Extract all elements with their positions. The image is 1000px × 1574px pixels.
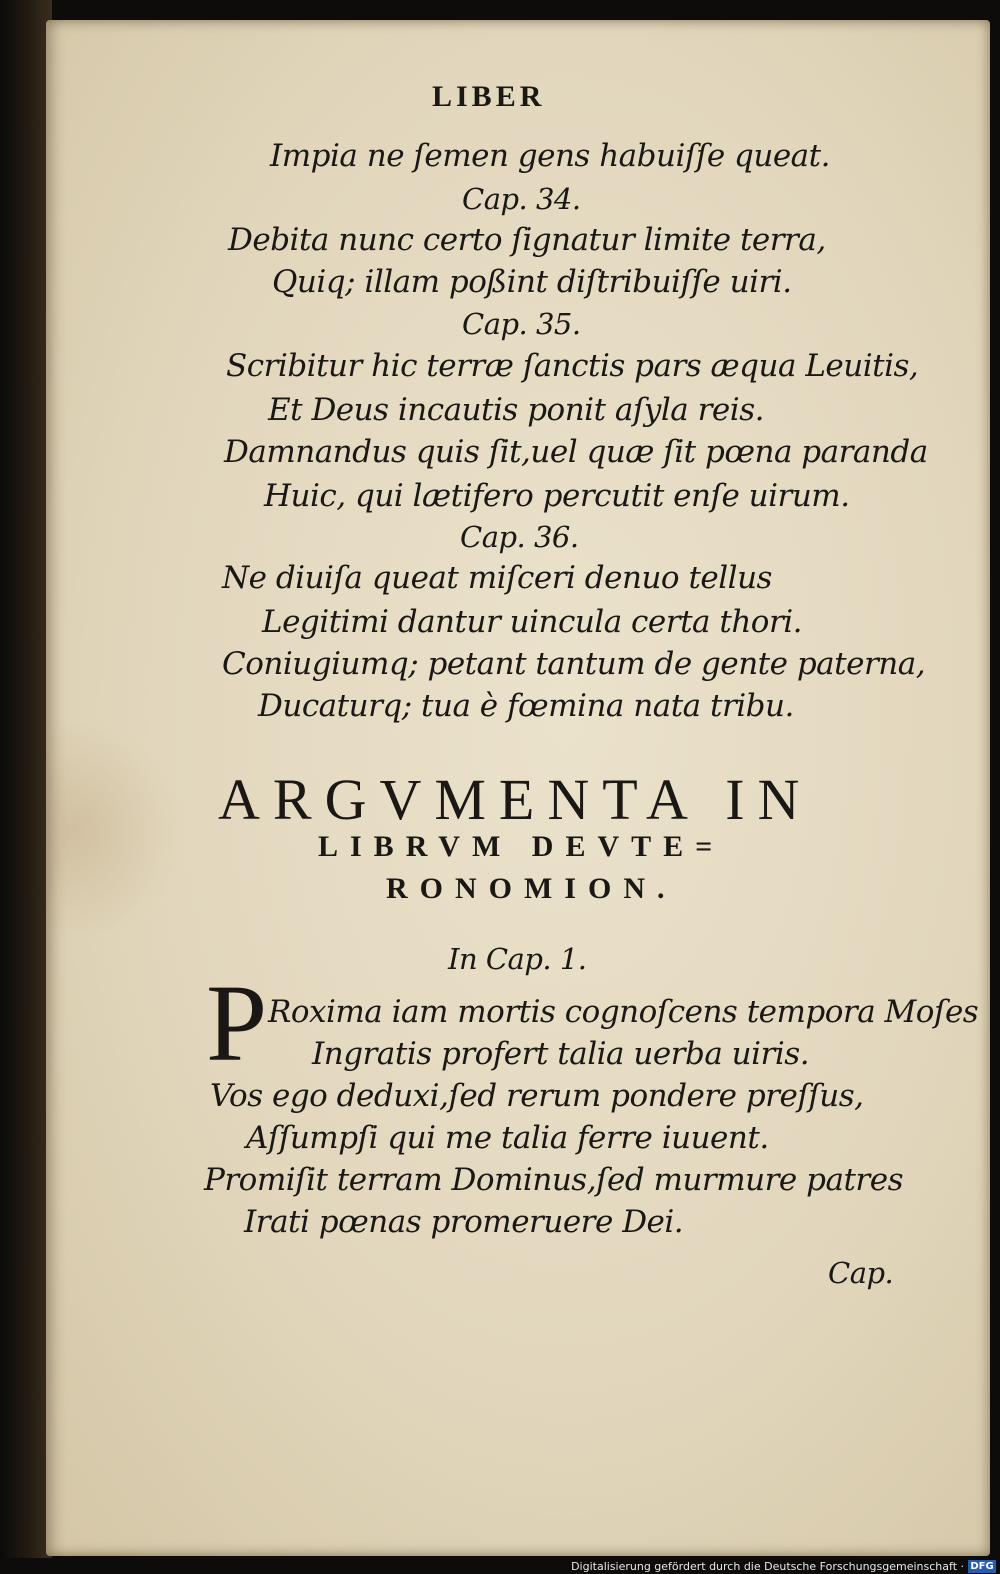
verse-line: Huic, qui lætifero percutit enſe uirum. xyxy=(264,478,850,514)
verse-line: Legitimi dantur uincula certa thori. xyxy=(262,604,803,640)
chapter-label: Cap. 36. xyxy=(460,520,579,554)
verse-line: Scribitur hic terræ ſanctis pars æqua Leuitis, xyxy=(226,348,919,384)
verse-line: Vos ego deduxi,ſed rerum pondere preſſus, xyxy=(210,1078,864,1114)
drop-cap: P xyxy=(206,962,268,1084)
verse-line: Debita nunc certo ſignatur limite terra, xyxy=(228,222,826,258)
paper-stain xyxy=(46,720,186,940)
chapter-label: In Cap. 1. xyxy=(448,942,587,976)
running-head: LIBER xyxy=(432,80,546,113)
verse-line: Et Deus incautis ponit aſyla reis. xyxy=(268,392,764,428)
verse-line: Quiq; illam poßint diſtribuiſſe uiri. xyxy=(272,264,792,300)
footer-credit: Digitalisierung gefördert durch die Deutsche Forschungsgemeinschaft · xyxy=(571,1560,964,1573)
dfg-logo: DFG xyxy=(968,1560,996,1573)
verse-line: Impia ne ſemen gens habuiſſe queat. xyxy=(270,138,830,174)
verse-line: Roxima iam mortis cognoſcens tempora Moſes xyxy=(268,994,979,1030)
chapter-label: Cap. 34. xyxy=(462,182,581,216)
verse-line: Coniugiumq; petant tantum de gente paterna, xyxy=(222,646,926,682)
book-binding xyxy=(0,0,52,1560)
catchword: Cap. xyxy=(828,1256,894,1290)
verse-line: Promiſit terram Dominus,ſed murmure patres xyxy=(204,1162,903,1198)
verse-line: Irati pœnas promeruere Dei. xyxy=(244,1204,684,1240)
section-subheading: LIBRVM DEVTE= xyxy=(318,830,725,863)
verse-line: Ingratis profert talia uerba uiris. xyxy=(312,1036,810,1072)
verse-line: Ne diuiſa queat miſceri denuo tellus xyxy=(222,560,772,596)
footer-bar xyxy=(0,1558,1000,1574)
section-heading: ARGVMENTA IN xyxy=(218,767,813,832)
section-subheading: RONOMION. xyxy=(386,872,677,905)
verse-line: Damnandus quis ſit,uel quæ ſit pœna paranda xyxy=(224,434,928,470)
verse-line: Aſſumpſi qui me talia ferre iuuent. xyxy=(246,1120,769,1156)
verse-line: Ducaturq; tua è fœmina nata tribu. xyxy=(258,688,794,724)
chapter-label: Cap. 35. xyxy=(462,307,581,341)
